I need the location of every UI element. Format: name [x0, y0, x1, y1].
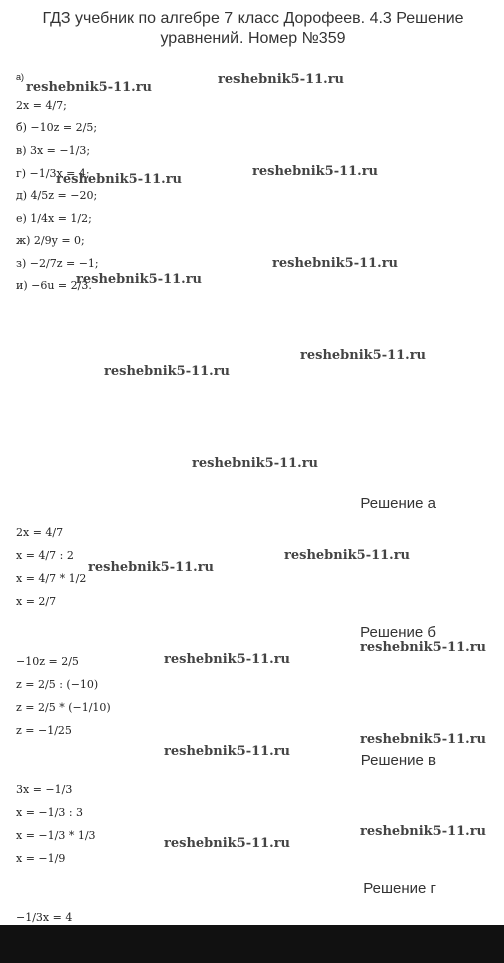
- solution-a-line: x = 2/7: [16, 595, 57, 608]
- solution-g-heading: Решение г: [363, 880, 436, 897]
- watermark: reshebnik5-11.ru: [272, 256, 399, 271]
- solution-v-heading: Решение в: [360, 752, 436, 769]
- watermark: reshebnik5-11.ru: [26, 80, 153, 95]
- watermark: reshebnik5-11.ru: [76, 272, 203, 287]
- watermark: reshebnik5-11.ru: [218, 72, 345, 87]
- solution-g-line: −1/3x = 4: [16, 911, 73, 924]
- solution-b-line: z = 2/5 * (−1/10): [16, 701, 111, 714]
- bottom-bar: [0, 925, 504, 963]
- watermark: reshebnik5-11.ru: [56, 172, 183, 187]
- task-e: е) 1/4x = 1/2;: [16, 212, 92, 225]
- watermark: reshebnik5-11.ru: [360, 732, 487, 747]
- task-b: б) −10z = 2/5;: [16, 121, 98, 134]
- task-z: з) −2/7z = −1;: [16, 257, 99, 270]
- solution-v-line: 3x = −1/3: [16, 783, 73, 796]
- watermark: reshebnik5-11.ru: [284, 548, 411, 563]
- solution-a-line: x = 4/7 * 1/2: [16, 572, 87, 585]
- watermark: reshebnik5-11.ru: [104, 364, 231, 379]
- task-a: 2x = 4/7;: [16, 99, 67, 112]
- task-v: в) 3x = −1/3;: [16, 144, 91, 157]
- watermark: reshebnik5-11.ru: [252, 164, 379, 179]
- solution-b-line: z = −1/25: [16, 724, 72, 737]
- page-title: ГДЗ учебник по алгебре 7 класс Дорофеев. 4.3 Решение уравнений. Номер №359: [42, 10, 464, 47]
- watermark: reshebnik5-11.ru: [192, 456, 319, 471]
- solution-v-line: x = −1/3 : 3: [16, 806, 84, 819]
- task-d: д) 4/5z = −20;: [16, 189, 98, 202]
- task-i: и) −6u = 2/3.: [16, 279, 92, 292]
- solution-b-heading: Решение б: [360, 624, 436, 641]
- solution-a-line: 2x = 4/7: [16, 526, 64, 539]
- watermark: reshebnik5-11.ru: [164, 836, 291, 851]
- watermark: reshebnik5-11.ru: [300, 348, 427, 363]
- solution-a-line: x = 4/7 : 2: [16, 549, 74, 562]
- task-a-label: а): [16, 72, 25, 82]
- watermark: reshebnik5-11.ru: [88, 560, 215, 575]
- solution-v-line: x = −1/9: [16, 852, 66, 865]
- watermark: reshebnik5-11.ru: [164, 744, 291, 759]
- watermark: reshebnik5-11.ru: [360, 824, 487, 839]
- task-zh: ж) 2/9y = 0;: [16, 234, 85, 247]
- solution-v-line: x = −1/3 * 1/3: [16, 829, 96, 842]
- watermark: reshebnik5-11.ru: [360, 640, 487, 655]
- watermark: reshebnik5-11.ru: [164, 652, 291, 667]
- solution-a-heading: Решение а: [360, 495, 436, 512]
- solution-b-line: −10z = 2/5: [16, 655, 79, 668]
- solution-b-line: z = 2/5 : (−10): [16, 678, 99, 691]
- task-g: г) −1/3x = 4;: [16, 167, 90, 180]
